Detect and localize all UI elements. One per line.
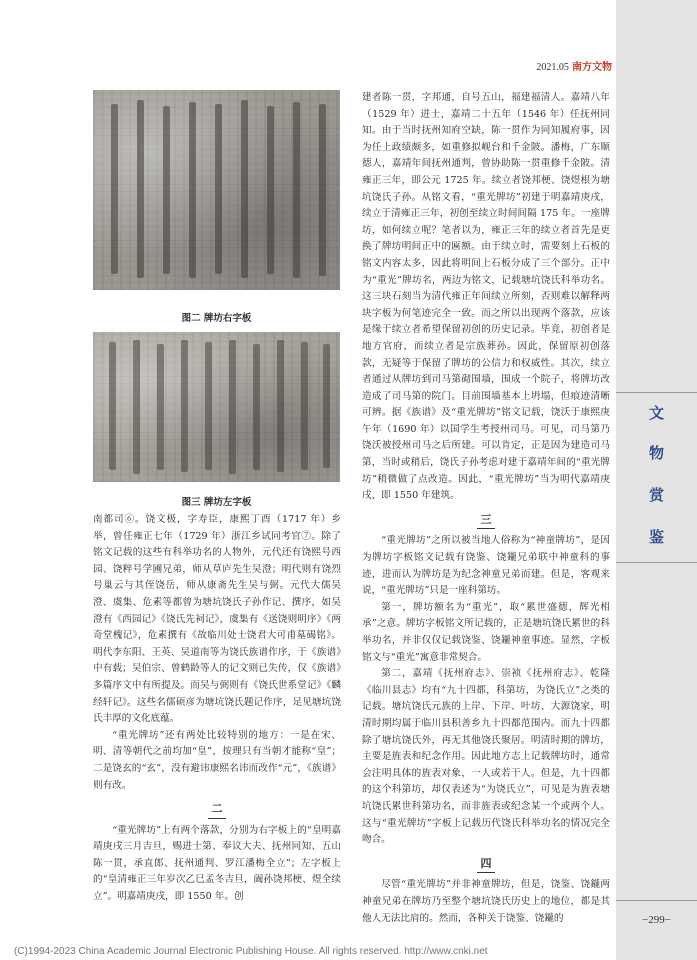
sidebar-char-3: 赏 [648, 486, 664, 504]
section-heading-2 [93, 801, 341, 819]
figure-2-right-board-photo [93, 90, 340, 290]
copyright-footer: (C)1994-2023 China Academic Journal Electronic Publishing House. All rights reserved. http://www.cnki.net [14, 946, 488, 957]
inscription-marks [93, 90, 340, 290]
inscription-marks [93, 332, 340, 482]
section-heading-3 [362, 512, 610, 530]
magazine-logo: 南方文物 [572, 62, 612, 73]
paragraph: 第一，牌坊额名为“重光”，取“累世盛德，辉光相承”之意。牌坊字板铭文所记载的，正是塘坑饶氏累世的科举功名，并非仅仅记载饶鉴、饶鑨神童事迹。显然，字板铭文与“重光”寓意非常契合。 [362, 601, 610, 663]
paragraph: “重光牌坊”上有两个落款，分别为右字板上的“皇明嘉靖庚戌三月吉旦，赐进士第、奉议大夫、抚州同知、五山陈一贯，承直郎、抚州通判、罗江潘梅全立”；左字板上的“皇清雍正三年岁次乙巳孟冬吉旦，阖孙饶邦梗、煜全续立”。明嘉靖庚戌，即 1550 年。创 [93, 824, 341, 903]
paragraph: 建者陈一贯，字邦通，自号五山，福建福清人。嘉靖八年（1529 年）进士，嘉靖二十五年（1546 年）任抚州同知。由于当时抚州知府空缺，陈一贯作为同知履府事，因为任上政绩颇多，如重修拟岘台和千金陂。潘梅，广东顺德人，嘉靖年间抚州通判，曾协助陈一贯重修千金陂。清雍正三年，即公元 1725 年。续立者饶邦梗、饶煜根为塘坑饶氏子孙。从铭文看，“重光牌坊”初建于明嘉靖庚戌，续立于清雍正三年，初创至续立时间间隔 175 年。一座牌坊，如何续立呢？笔者以为，雍正三年的续立者首先是更换了牌坊明间正中的匾额。由于续立时，需要刻上石板的铭文内容太多，因此将明间上石板分成了三个部分。正中为“重光”牌坊名，两边为铭文，记载塘坑饶氏科举功名。这三块石刻当为清代雍正年间续立所刻，否则难以解释两块字板为何笔迹完全一致。而之所以出现两个落款，应该是缘于续立者希望保留初创的历史记录。毕竟，初创者是地方官府，而续立者是宗族葬孙。因此，保留原初创落款，无疑等于保留了牌坊的公信力和权威性。其次，续立者通过从牌坊到司马第砌围墙，围成一个院子，将牌坊改造成了司马第的院门。目前围墙基本上坍塌，但痕迹清晰可辨。据《族谱》及“重光牌坊”铭文记载，饶沃于康熙庚午年（1690 年）以国学生考授州司马。可见，司马第乃饶沃被授州司马之后所建。可以肯定，正是因为建造司马第，当时或稍后，饶氏子孙考虑对建于嘉靖年间的“重光牌坊”稍微做了点改造。因此，“重光牌坊”当为明代嘉靖庚戌，即 1550 年建筑。 [362, 92, 610, 502]
section-underline [477, 872, 495, 873]
page-number: −299− [642, 914, 671, 926]
right-text-column [362, 90, 610, 927]
sidebar-char-4: 鉴 [648, 528, 664, 546]
section-underline [208, 818, 226, 819]
figure-2-caption: 图二 牌坊右字板 [181, 313, 252, 324]
section-heading-4 [362, 856, 610, 874]
section-number: 二 [211, 802, 223, 816]
sidebar-bottom-rule [616, 562, 697, 563]
sidebar-top-rule [616, 392, 697, 393]
sidebar-char-1: 文 [648, 404, 664, 422]
issue-number: 2021.05 [536, 62, 569, 73]
figure-3-left-board-photo [93, 332, 340, 482]
paragraph: 第二，嘉靖《抚州府志》、崇祯《抚州府志》、乾隆《临川县志》均有“九十四都，科第坊，为饶氏立”之类的记载。塘坑饶氏元族的上岸、下岸、叶坊、大源饶家，明清时期均属于临川县积善乡九十四都范围内。而九十四都除了塘坑饶氏外，再无其他饶氏聚居。明清时期的牌坊，主要是旌表和纪念作用。因此地方志上记载牌坊时，通常会注明具体的旌表对象，一人或若干人。但是，九十四都的这个科第坊，却仅表述为“为饶氏立”，可见是为旌表塘坑饶氏累世科第功名，而非旌表或纪念某一个或两个人。这与“重光牌坊”字板上记载历代饶氏科举功名的情况完全吻合。 [362, 668, 610, 846]
section-underline [477, 528, 495, 529]
section-number: 三 [480, 512, 492, 526]
sidebar-char-2: 物 [648, 444, 664, 462]
running-header [500, 58, 612, 74]
paragraph: 尽管“重光牌坊”并非神童牌坊，但是，饶鉴、饶鑨两神童兄弟在牌坊乃至整个塘坑饶氏历史上的地位，都是其他人无法比肩的。然而，各种关于饶鉴、饶鑨的 [362, 879, 610, 924]
sidebar-panel [616, 0, 697, 960]
paragraph: 南都司⑥。饶文极，字寿臣，康熙丁酉（1717 年）乡举，曾任雍正七年（1729 年）浙江乡试同考官⑦。除了铭文记载的这些有科举功名的人物外，元代还有饶熙号西园、饶粹号学圃兄弟，师从草庐先生吴澄；明代则有饶烈号巢云与其侄饶岳，师从康斋先生吴与弼。元代大儒吴澄、虞集、危素等都曾为塘坑饶氏子孙作记、撰序，如吴澄有《西园记》《饶氏先祠记》，虞集有《送饶则明序》《两奇堂槐记》，危素撰有《故临川处士饶君大可甫墓碣铭》。明代李东阳、王英、吴道南等为饶氏族谱作序，于《族谱》中有载；吴伯宗、曾鹤龄等人的记文则已失传，仅《族谱》多篇序文中有所提及。而吴与弼则有《饶氏世系堂记》《麟经轩记》。这些名儒硕彦为塘坑饶氏题记作序，足见塘坑饶氏丰厚的文化底蕴。 [93, 514, 341, 725]
section-number: 四 [480, 856, 492, 870]
figure-3-caption: 图三 牌坊左字板 [181, 497, 252, 508]
paragraph: “重光牌坊”还有两处比较特别的地方：一是在宋、明、清等朝代之前均加“皇”，按理只有当朝才能称“皇”；二是饶玄的“玄”，没有避讳康熙名讳而改作“元”，《族谱》则有改。 [93, 729, 341, 791]
left-text-column [93, 512, 341, 906]
page-number-rule [616, 900, 697, 901]
paragraph: “重光牌坊”之所以被当地人俗称为“神童牌坊”，是因为牌坊字板铭文记载有饶鉴、饶鑨兄弟联中神童科的事迹，进而认为牌坊是为纪念神童兄弟而建。但是，客观来说，“重光牌坊”只是一座科第坊。 [362, 535, 610, 597]
